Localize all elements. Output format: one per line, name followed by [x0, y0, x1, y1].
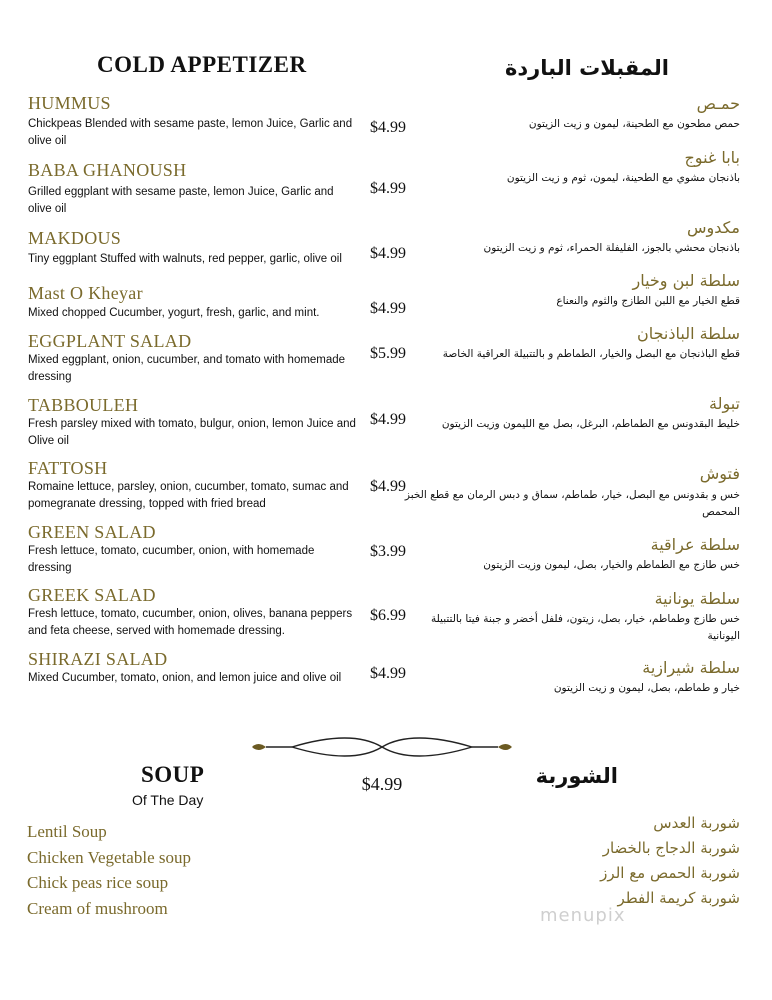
item-desc-ar: خيار و طماطم، بصل، ليمون و زيت الزيتون [553, 682, 740, 694]
item-desc: Fresh parsley mixed with tomato, bulgur, onion, lemon Juice and Olive oil [28, 418, 356, 447]
item-price: $4.99 [370, 478, 406, 495]
item-desc-ar: قطع الخيار مع اللبن الطازج والثوم والنعناع [556, 295, 740, 307]
item-name: HUMMUS [28, 93, 111, 113]
soup-title-ar: الشوربة [535, 764, 618, 788]
item-price: $4.99 [370, 245, 406, 262]
item-desc-ar: خس طازج وطماطم، خيار، بصل، زيتون، فلفل أخضر و جبنة فيتا بالتتبيلة اليونانية [430, 613, 740, 642]
item-name: BABA GHANOUSH [28, 160, 187, 180]
item-name-ar: بابا غنوج [684, 148, 740, 167]
soup-item: Cream of mushroom [27, 898, 168, 918]
item-price: $5.99 [370, 345, 406, 362]
item-name: SHIRAZI SALAD [28, 649, 168, 669]
item-name-ar: سلطة لبن وخيار [632, 271, 740, 290]
item-price: $3.99 [370, 543, 406, 560]
item-desc: Fresh lettuce, tomato, cucumber, onion, with homemade dressing [28, 545, 315, 574]
soup-list-ar [480, 811, 740, 911]
item-name-ar: فتوش [699, 464, 740, 483]
item-desc: Mixed chopped Cucumber, yogurt, fresh, garlic, and mint. [28, 307, 320, 319]
item-name: GREEK SALAD [28, 585, 156, 605]
item-name-ar: سلطة يونانية [654, 589, 740, 608]
item-desc-ar: باذنجان مشوي مع الطحينة، ليمون، ثوم و زيت الزيتون [506, 172, 740, 184]
item-name: FATTOSH [28, 458, 108, 478]
item-name: TABBOULEH [28, 395, 139, 415]
item-desc: Mixed Cucumber, tomato, onion, and lemon juice and olive oil [28, 672, 342, 684]
section-title-ar: المقبلات الباردة [504, 56, 669, 80]
item-name: MAKDOUS [28, 228, 122, 248]
item-name-ar: مكدوس [686, 218, 740, 237]
item-name-ar: حمـص [696, 94, 740, 113]
item-price: $6.99 [370, 607, 406, 624]
item-name: GREEN SALAD [28, 522, 156, 542]
item-desc: Mixed eggplant, onion, cucumber, and tomato with homemade dressing [28, 354, 346, 383]
item-desc-ar: خليط البقدونس مع الطماطم، البرغل، بصل مع الليمون وزيت الزيتون [441, 418, 740, 430]
soup-item: Chick peas rice soup [27, 873, 169, 892]
item-name-ar: سلطة شيرازية [642, 658, 740, 677]
item-name: Mast O Kheyar [28, 283, 143, 303]
item-desc-ar: خس و بقدونس مع البصل، خيار، طماطم، سماق و دبس الرمان مع قطع الخبز المحمص [404, 489, 740, 518]
item-desc-ar: خس طازج مع الطماطم والخيار، بصل، ليمون وزيت الزيتون [483, 559, 740, 571]
soup-title-en: SOUP [141, 762, 205, 787]
item-price: $4.99 [370, 180, 406, 197]
item-price: $4.99 [370, 411, 406, 428]
item-price: $4.99 [370, 300, 406, 317]
section-title-en: COLD APPETIZER [97, 52, 307, 77]
soup-list-en [27, 819, 191, 921]
item-name-ar: سلطة عراقية [650, 535, 740, 554]
soup-item-ar: شوربة العدس [653, 814, 740, 832]
item-desc: Romaine lettuce, parsley, onion, cucumber, tomato, sumac and pomegranate dressing, topped with fried bread [28, 481, 349, 510]
item-desc: Tiny eggplant Stuffed with walnuts, red pepper, garlic, olive oil [28, 253, 342, 265]
item-name-ar: تبولة [709, 394, 740, 413]
item-desc: Fresh lettuce, tomato, cucumber, onion, olives, banana peppers and feta cheese, served with homemade dressing. [28, 608, 353, 637]
item-price: $4.99 [370, 665, 406, 682]
item-name: EGGPLANT SALAD [28, 331, 192, 351]
soup-item-ar: شوربة الحمص مع الرز [600, 864, 740, 882]
item-desc: Chickpeas Blended with sesame paste, lemon Juice, Garlic and olive oil [28, 118, 353, 147]
item-desc-ar: حمص مطحون مع الطحينة، ليمون و زيت الزيتون [528, 118, 740, 130]
item-desc: Grilled eggplant with sesame paste, lemon Juice, Garlic and olive oil [28, 186, 334, 215]
soup-item: Chicken Vegetable soup [27, 847, 191, 867]
soup-item: Lentil Soup [27, 822, 107, 841]
item-name-ar: سلطة الباذنجان [636, 324, 740, 343]
item-price: $4.99 [370, 119, 406, 136]
soup-subtitle: Of The Day [132, 792, 204, 808]
item-desc-ar: باذنجان محشي بالجوز، الفليفلة الحمراء، ثوم و زيت الزيتون [483, 242, 740, 254]
soup-price: $4.99 [361, 774, 403, 794]
ornament-divider [252, 736, 512, 758]
soup-item-ar: شوربة الدجاج بالخضار [602, 839, 740, 857]
watermark: menupix [540, 905, 626, 926]
item-desc-ar: قطع الباذنجان مع البصل والخيار، الطماطم و بالتتبيلة العراقية الخاصة [442, 348, 740, 360]
soup-item-ar: شوربة كريمة الفطر [617, 889, 740, 907]
